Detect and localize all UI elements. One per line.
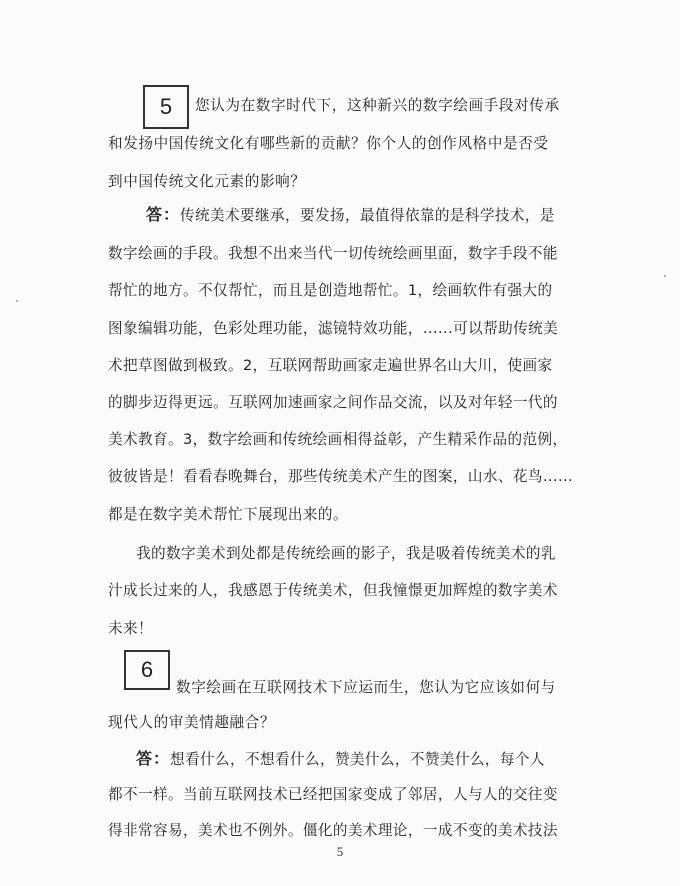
answer-text: 传统美术要继承，要发扬，最值得依靠的是科学技术，是 (180, 207, 555, 224)
answer-line: 都不一样。当前互联网技术已经把国家变成了邻居，人与人的交往变 (108, 786, 558, 803)
answer-line: 彼彼皆是！看看春晚舞台，那些传统美术产生的图案，山水、花鸟...... (108, 468, 574, 485)
paragraph-line: 未来！ (108, 620, 153, 637)
answer-line: 图象编辑功能，色彩处理功能，滤镜特效功能，......可以帮助传统美 (108, 320, 559, 337)
answer-line: 帮忙的地方。不仅帮忙，而且是创造地帮忙。1，绘画软件有强大的 (108, 282, 553, 299)
answer-line: 的脚步迈得更远。互联网加速画家之间作品交流，以及对年轻一代的 (108, 394, 558, 411)
answer-line: 美术教育。3，数字绘画和传统绘画相得益彰，产生精采作品的范例， (108, 431, 568, 448)
answer-line: 数字绘画的手段。我想不出来当代一切传统绘画里面，数字手段不能 (108, 245, 558, 262)
question-text: 和发扬中国传统文化有哪些新的贡献？你个人的创作风格中是否受 (108, 135, 549, 152)
answer-line (136, 749, 545, 770)
question-text: 您认为在数字时代下，这种新兴的数字绘画手段对传承 (195, 97, 560, 114)
answer-line: 得非常容易，美术也不例外。僵化的美术理论，一成不变的美术技法 (108, 822, 558, 839)
answer-text: 想看什么，不想看什么，赞美什么，不赞美什么，每个人 (170, 751, 545, 768)
question-number-box: 5 (143, 85, 189, 129)
paragraph-line: 我的数字美术到处都是传统绘画的影子，我是吸着传统美术的乳 (136, 545, 556, 562)
answer-line: 都是在数字美术帮忙下展现出来的。 (108, 506, 348, 523)
question-text: 到中国传统文化元素的影响？ (108, 173, 306, 190)
question-number-box: 6 (124, 650, 170, 690)
answer-label: 答： (136, 749, 171, 768)
answer-line: 术把草图做到极致。2，互联网帮助画家走遍世界名山大川，使画家 (108, 357, 553, 374)
page-number: 5 (336, 844, 344, 859)
scan-speck (16, 300, 18, 302)
question-text: 数字绘画在互联网技术下应运而生，您认为它应该如何与 (176, 679, 556, 696)
paragraph-line: 汁成长过来的人，我感恩于传统美术，但我憧憬更加辉煌的数字美术 (108, 582, 558, 599)
answer-line (146, 205, 555, 226)
scan-speck (664, 275, 666, 277)
question-text: 现代人的审美情趣融合？ (108, 714, 276, 731)
answer-label: 答： (146, 205, 181, 224)
